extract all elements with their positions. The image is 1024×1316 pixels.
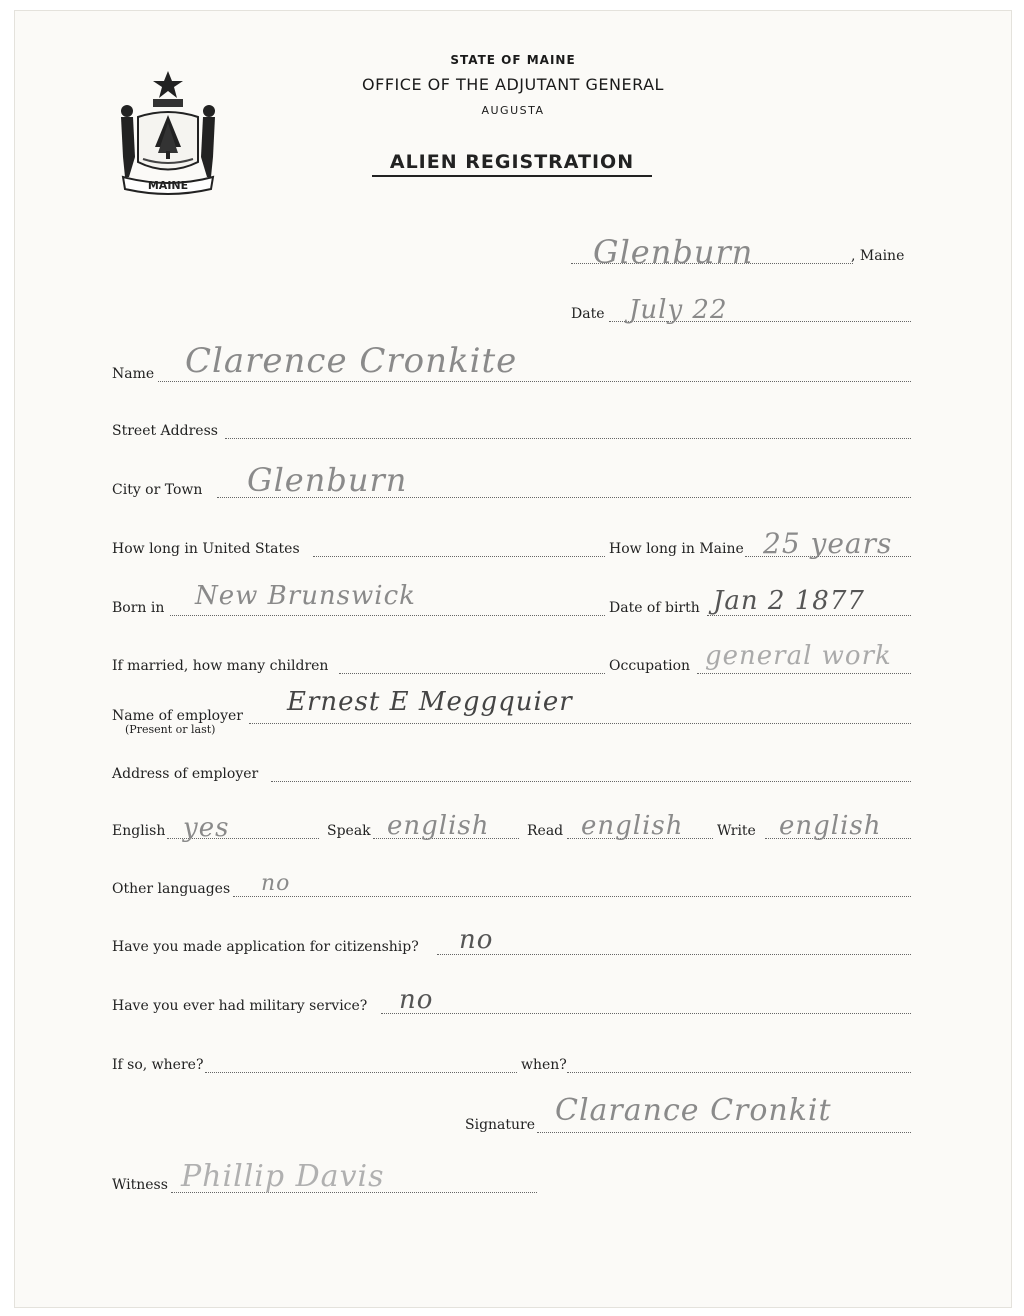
how-long-us-label: How long in United States: [112, 541, 300, 557]
city-heading: AUGUSTA: [481, 104, 545, 117]
when-line: [567, 1072, 911, 1073]
married-children-label: If married, how many children: [112, 658, 329, 674]
date-label: Date: [571, 306, 605, 322]
street-address-line: [225, 438, 911, 439]
name-value[interactable]: Clarence Cronkite: [185, 341, 518, 381]
when-label: when?: [521, 1057, 567, 1073]
employer-name-sublabel: (Present or last): [125, 723, 216, 736]
seal-banner-text: MAINE: [147, 179, 189, 192]
office-heading: OFFICE OF THE ADJUTANT GENERAL: [362, 75, 664, 94]
how-long-maine-value[interactable]: 25 years: [763, 527, 893, 560]
speak-value[interactable]: english: [387, 811, 490, 841]
other-languages-value[interactable]: no: [261, 871, 291, 896]
where-line: [205, 1072, 517, 1073]
other-languages-line: [233, 896, 911, 897]
witness-value[interactable]: Phillip Davis: [181, 1159, 385, 1194]
other-languages-label: Other languages: [112, 881, 231, 897]
town-value[interactable]: Glenburn: [593, 233, 754, 271]
maine-label: , Maine: [851, 248, 905, 264]
occupation-label: Occupation: [609, 658, 691, 674]
speak-label: Speak: [327, 823, 371, 839]
name-label: Name: [112, 366, 155, 382]
city-value[interactable]: Glenburn: [247, 461, 408, 499]
employer-name-label: Name of employer: [112, 708, 243, 724]
read-value[interactable]: english: [581, 811, 684, 841]
military-service-line: [381, 1013, 911, 1014]
employer-address-label: Address of employer: [112, 766, 259, 782]
military-service-label: Have you ever had military service?: [112, 998, 368, 1014]
military-service-value[interactable]: no: [399, 985, 434, 1015]
read-label: Read: [527, 823, 564, 839]
where-label: If so, where?: [112, 1057, 204, 1073]
english-label: English: [112, 823, 166, 839]
citizenship-value[interactable]: no: [459, 925, 494, 955]
state-heading: STATE OF MAINE: [450, 53, 576, 67]
date-value[interactable]: July 22: [629, 295, 728, 325]
born-in-line: [170, 615, 605, 616]
signature-label: Signature: [465, 1117, 536, 1133]
name-line: [158, 381, 911, 382]
employer-address-line: [271, 781, 911, 782]
occupation-value[interactable]: general work: [705, 641, 892, 671]
form-title: ALIEN REGISTRATION: [372, 151, 652, 177]
born-in-label: Born in: [112, 600, 165, 616]
english-value[interactable]: yes: [183, 813, 230, 843]
married-children-line: [339, 673, 605, 674]
how-long-us-line: [313, 556, 605, 557]
born-in-value[interactable]: New Brunswick: [195, 581, 416, 611]
alien-registration-form: [14, 10, 1012, 1308]
signature-line: [537, 1132, 911, 1133]
write-label: Write: [717, 823, 756, 839]
date-of-birth-label: Date of birth: [609, 600, 700, 616]
street-address-label: Street Address: [112, 423, 218, 439]
how-long-maine-label: How long in Maine: [609, 541, 744, 557]
citizenship-line: [437, 954, 911, 955]
occupation-line: [697, 673, 911, 674]
employer-name-line: [249, 723, 911, 724]
signature-value[interactable]: Clarance Cronkit: [555, 1093, 832, 1128]
city-label: City or Town: [112, 482, 203, 498]
witness-label: Witness: [112, 1177, 168, 1193]
date-of-birth-value[interactable]: Jan 2 1877: [713, 586, 865, 616]
citizenship-label: Have you made application for citizenship?: [112, 939, 419, 955]
employer-name-value[interactable]: Ernest E Meggquier: [287, 687, 573, 717]
write-value[interactable]: english: [779, 811, 882, 841]
